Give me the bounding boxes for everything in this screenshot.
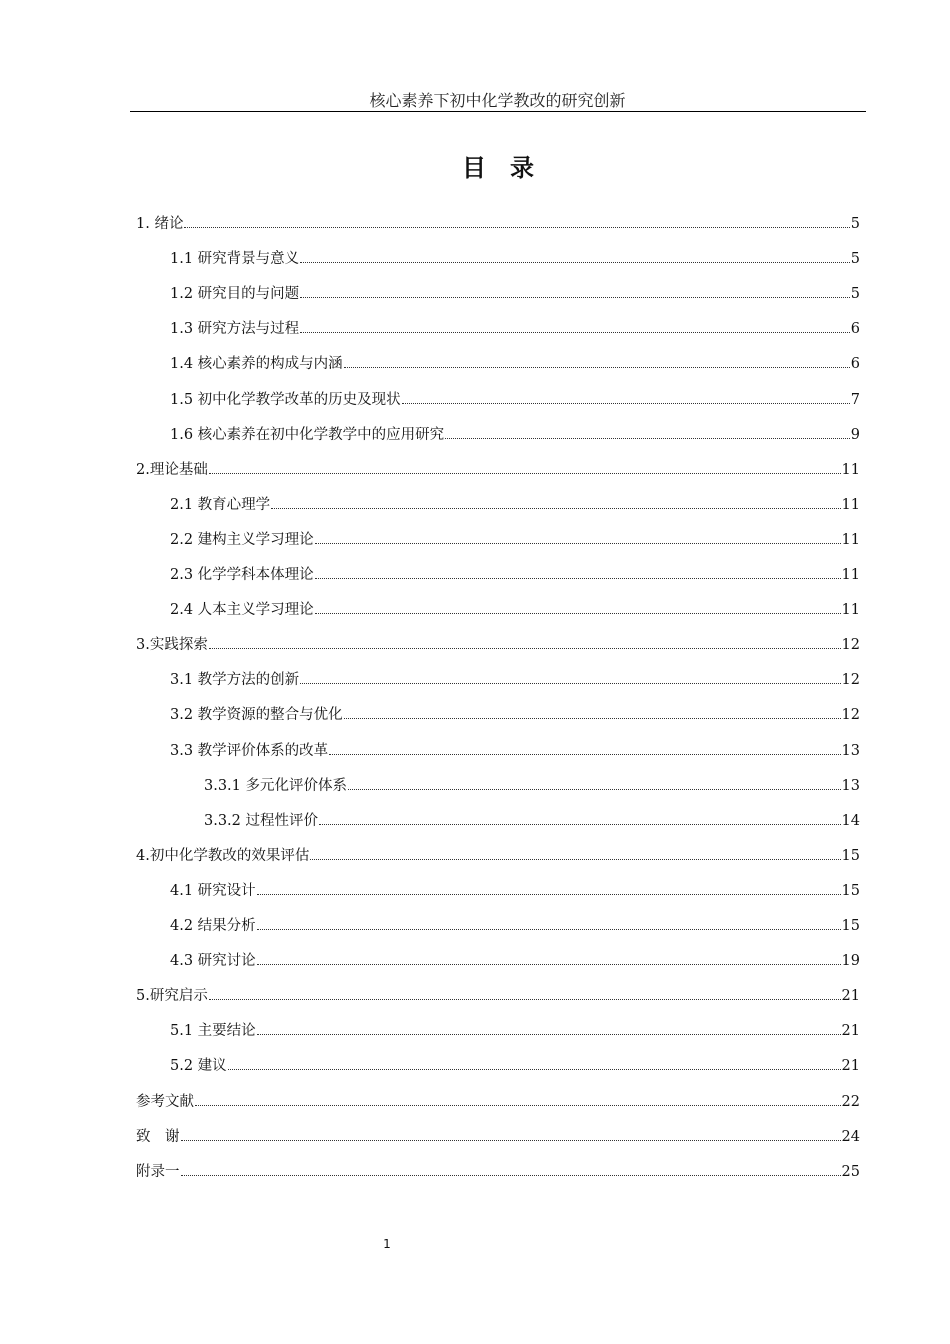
toc-entry-page: 12	[841, 672, 860, 689]
toc-entry-label: 1.1 研究背景与意义	[170, 251, 300, 268]
dot-leader	[310, 845, 840, 860]
toc-entry-page: 21	[841, 988, 860, 1005]
dot-leader	[257, 880, 841, 895]
toc-entry-label: 5.2 建议	[170, 1058, 227, 1075]
toc-entry[interactable]	[170, 389, 860, 409]
toc-entry[interactable]	[170, 1055, 860, 1075]
dot-leader	[209, 459, 841, 474]
dot-leader	[319, 810, 841, 825]
toc-entry-page: 11	[841, 602, 860, 619]
toc-entry-label: 2.2 建构主义学习理论	[170, 531, 314, 548]
toc-entry-label: 2.3 化学学科本体理论	[170, 567, 314, 583]
toc-entry-label: 参考文献	[136, 1093, 194, 1110]
toc-entry[interactable]	[170, 740, 860, 760]
toc-entry-page: 5	[850, 216, 860, 232]
toc-entry[interactable]	[136, 845, 860, 865]
toc-entry[interactable]	[136, 459, 860, 479]
toc-entry-label: 附录一	[136, 1163, 180, 1180]
dot-leader	[344, 353, 850, 368]
dot-leader	[315, 564, 841, 579]
toc-entry-page: 11	[841, 567, 860, 583]
toc-entry-page: 21	[841, 1023, 860, 1040]
toc-entry-page: 11	[841, 496, 860, 513]
toc-entry[interactable]	[136, 634, 860, 654]
toc-entry-label: 5.研究启示	[136, 988, 208, 1005]
toc-entry[interactable]	[170, 880, 860, 900]
toc-entry-page: 13	[841, 742, 860, 759]
toc-entry[interactable]	[170, 318, 860, 338]
toc-entry[interactable]	[136, 1161, 860, 1181]
toc-entry[interactable]	[170, 529, 860, 549]
toc-entry-label: 4.3 研究讨论	[170, 953, 256, 970]
toc-entry-page: 12	[841, 707, 860, 724]
toc-entry-page: 24	[841, 1128, 860, 1145]
dot-leader	[195, 1091, 841, 1106]
toc-heading	[0, 148, 950, 183]
toc-entry[interactable]	[170, 915, 860, 935]
toc-entry-label: 1.3 研究方法与过程	[170, 321, 300, 338]
toc-heading-char: 录	[510, 154, 536, 182]
toc-entry[interactable]	[136, 1091, 860, 1111]
toc-entry-page: 9	[850, 426, 860, 443]
toc-entry[interactable]	[170, 704, 860, 724]
toc-entry-label: 1.5 初中化学教学改革的历史及现状	[170, 391, 401, 408]
dot-leader	[271, 494, 840, 509]
toc-entry[interactable]	[170, 353, 860, 373]
toc-entry[interactable]	[170, 599, 860, 619]
toc-entry[interactable]	[170, 669, 860, 689]
toc-entry[interactable]	[136, 1126, 860, 1146]
toc-entry-label: 3.3.2 过程性评价	[204, 812, 319, 829]
toc-entry[interactable]	[170, 424, 860, 444]
toc-entry-page: 11	[841, 461, 860, 478]
dot-leader	[344, 704, 841, 719]
toc-entry-page: 14	[841, 812, 860, 829]
toc-entry-label: 3.2 教学资源的整合与优化	[170, 707, 343, 724]
toc-entry[interactable]	[204, 810, 860, 830]
dot-leader	[209, 985, 841, 1000]
toc-entry-page: 12	[841, 637, 860, 654]
running-header: 核心素养下初中化学教改的研究创新	[369, 91, 626, 110]
toc-entry[interactable]	[170, 950, 860, 970]
dot-leader	[315, 599, 841, 614]
toc-entry-page: 5	[850, 286, 860, 303]
toc-entry-label: 2.1 教育心理学	[170, 496, 271, 513]
toc-entry-label: 2.4 人本主义学习理论	[170, 602, 314, 619]
toc-entry-page: 6	[850, 321, 860, 338]
toc-entry[interactable]	[136, 213, 860, 233]
toc-entry-label: 4.1 研究设计	[170, 882, 256, 899]
toc-entry-label: 1. 绪论	[136, 216, 184, 232]
toc-entry-page: 15	[841, 847, 860, 864]
toc-entry-label: 3.3 教学评价体系的改革	[170, 742, 329, 759]
dot-leader	[329, 740, 840, 755]
toc-entry-label: 3.3.1 多元化评价体系	[204, 777, 348, 794]
toc-entry-label: 4.2 结果分析	[170, 918, 256, 934]
dot-leader	[181, 1126, 841, 1141]
toc-entry-page: 15	[841, 918, 860, 934]
toc-entry-label: 致 谢	[136, 1128, 180, 1145]
dot-leader	[209, 634, 841, 649]
toc-entry-label: 1.6 核心素养在初中化学教学中的应用研究	[170, 426, 445, 443]
dot-leader	[184, 213, 849, 228]
toc-entry-page: 13	[841, 777, 860, 794]
toc-entry-label: 3.1 教学方法的创新	[170, 672, 300, 689]
toc-entry[interactable]	[170, 494, 860, 514]
toc-entry[interactable]	[136, 985, 860, 1005]
toc-entry[interactable]	[170, 1020, 860, 1040]
toc-entry-page: 21	[841, 1058, 860, 1075]
dot-leader	[300, 318, 850, 333]
toc-entry-page: 22	[841, 1093, 860, 1110]
dot-leader	[348, 775, 841, 790]
toc-entry-page: 7	[850, 391, 860, 408]
dot-leader	[181, 1161, 841, 1176]
dot-leader	[257, 950, 841, 965]
dot-leader	[300, 283, 850, 298]
toc-entry-page: 25	[841, 1163, 860, 1180]
dot-leader	[445, 424, 850, 439]
toc-entry[interactable]	[170, 283, 860, 303]
toc-entry-label: 5.1 主要结论	[170, 1023, 256, 1040]
toc-entry[interactable]	[204, 775, 860, 795]
toc-entry-page: 5	[850, 251, 860, 268]
dot-leader	[300, 248, 850, 263]
toc-entry[interactable]	[170, 564, 860, 584]
toc-entry-label: 1.2 研究目的与问题	[170, 286, 300, 303]
toc-entry-page: 19	[841, 953, 860, 970]
dot-leader	[228, 1055, 841, 1070]
toc-heading-char: 目	[462, 154, 488, 182]
dot-leader	[402, 389, 850, 404]
page-number: 1	[383, 1237, 391, 1251]
dot-leader	[300, 669, 840, 684]
toc-entry-page: 6	[850, 356, 860, 373]
toc-entry-label: 3.实践探索	[136, 637, 208, 654]
dot-leader	[257, 915, 841, 930]
dot-leader	[315, 529, 841, 544]
toc-entry-label: 4.初中化学教改的效果评估	[136, 847, 310, 864]
header-divider	[130, 111, 866, 112]
toc-entry-page: 15	[841, 882, 860, 899]
toc-entry-label: 2.理论基础	[136, 461, 208, 478]
toc-entry[interactable]	[170, 248, 860, 268]
toc-entry-page: 11	[841, 531, 860, 548]
dot-leader	[257, 1020, 841, 1035]
toc-entry-label: 1.4 核心素养的构成与内涵	[170, 356, 343, 373]
